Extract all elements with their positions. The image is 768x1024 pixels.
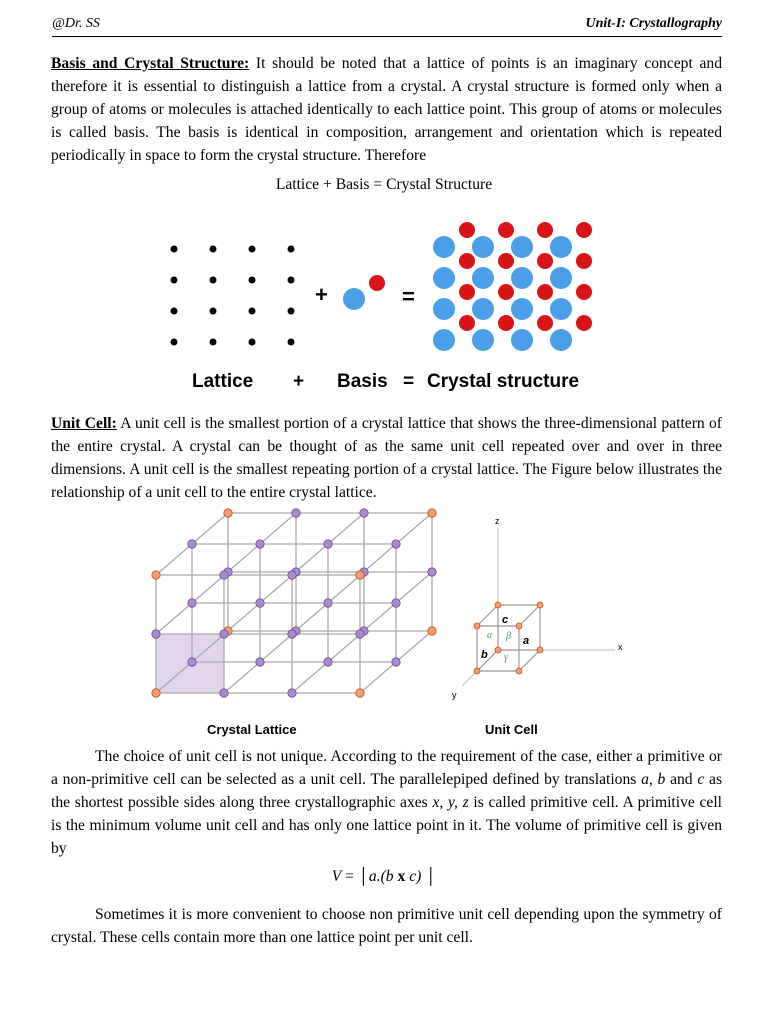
crystal-atom-blue — [511, 267, 533, 289]
and-text: and — [665, 771, 698, 788]
basis-equals-sign: = — [402, 284, 415, 309]
label-lattice: Lattice — [192, 371, 254, 392]
unit-cell-drawing — [452, 516, 623, 700]
crystal-atom-blue — [511, 236, 533, 258]
formula-eq: = — [341, 868, 358, 885]
lattice-point — [210, 277, 217, 284]
basis-plus-sign: + — [315, 282, 328, 307]
axis-y-label: y — [452, 690, 457, 700]
corner-atom — [428, 627, 436, 635]
lattice-point — [210, 308, 217, 315]
caption-crystal-lattice: Crystal Lattice — [207, 722, 297, 737]
lattice-point — [288, 308, 295, 315]
edge-b-label: b — [481, 649, 488, 661]
volume-formula — [0, 868, 768, 886]
lattice-point — [249, 308, 256, 315]
lattice-point — [249, 339, 256, 346]
crystal-atom-red — [459, 253, 475, 269]
crystal-atom-blue — [472, 267, 494, 289]
equation-lattice-basis: Lattice + Basis = Crystal Structure — [275, 176, 493, 193]
lattice-point — [171, 308, 178, 315]
crystal-atom-red — [576, 253, 592, 269]
crystal-atom-blue — [550, 267, 572, 289]
lattice-points — [171, 246, 295, 346]
lattice-point — [171, 277, 178, 284]
crystal-atom-blue — [433, 329, 455, 351]
primitive-text-3: is called primitive cell. A primitive cell is the minimum volume unit cell and has only one lattice point in it. The volume of primitive cell is given by — [51, 794, 722, 857]
crystal-atom-blue — [433, 236, 455, 258]
lattice-point — [210, 339, 217, 346]
formula-bar-left: │ — [357, 868, 369, 885]
primitive-text-2: as the shortest possible sides along three crystallographic axes — [51, 771, 723, 811]
lattice-point — [171, 339, 178, 346]
crystal-atom-blue — [472, 236, 494, 258]
crystal-structure-atoms — [433, 222, 592, 351]
formula-v: V — [331, 868, 342, 885]
non-primitive-paragraph: Sometimes it is more convenient to choose non primitive unit cell depending upon the symmetry of crystal. These cells contain more than one lattice point per unit cell. — [51, 906, 722, 946]
lattice-atom — [392, 540, 400, 548]
lattice-point — [288, 277, 295, 284]
angle-gamma-label: γ — [504, 652, 508, 663]
crystal-atom-red — [537, 222, 553, 238]
lattice-atom — [220, 571, 228, 579]
lattice-atom — [392, 599, 400, 607]
header-unit-title: Unit-I: Crystallography — [585, 16, 722, 31]
lattice-atom — [188, 599, 196, 607]
label-plus: + — [293, 371, 305, 392]
lattice-atom — [360, 509, 368, 517]
basis-atom-red — [369, 275, 385, 291]
crystal-atom-red — [498, 222, 514, 238]
crystal-atom-red — [459, 315, 475, 331]
crystal-atom-red — [576, 222, 592, 238]
formula-body-2: c) — [405, 868, 422, 885]
basis-atom-blue — [343, 288, 365, 310]
axis-z-label: z — [495, 516, 500, 526]
basis-paragraph — [51, 52, 722, 167]
unit-cell-heading: Unit Cell: — [51, 415, 117, 432]
crystal-atom-blue — [433, 267, 455, 289]
lattice-point — [210, 246, 217, 253]
lattice-basis-figure — [150, 205, 620, 405]
lattice-atom — [324, 658, 332, 666]
crystal-atom-red — [498, 253, 514, 269]
lattice-atom — [152, 630, 160, 638]
label-crystal-structure: Crystal structure — [427, 371, 580, 392]
basis-heading: Basis and Crystal Structure: — [51, 55, 250, 72]
corner-atom — [428, 509, 436, 517]
lattice-point — [288, 246, 295, 253]
crystal-atom-red — [537, 315, 553, 331]
crystal-atom-red — [498, 315, 514, 331]
lattice-point — [249, 246, 256, 253]
corner-atom — [356, 689, 364, 697]
edge-c-label: c — [502, 614, 509, 626]
lattice-atom — [256, 599, 264, 607]
crystal-atom-blue — [472, 329, 494, 351]
crystal-atom-red — [537, 253, 553, 269]
primitive-text-1: The choice of unit cell is not unique. According to the requirement of the case, either a primitive or a non-primitive cell can be selected as a unit cell. The parallelepiped defined by translations — [51, 748, 722, 788]
label-basis: Basis — [337, 371, 388, 392]
lattice-point — [249, 277, 256, 284]
crystal-atom-red — [576, 315, 592, 331]
crystal-atom-blue — [472, 298, 494, 320]
lattice-point — [288, 339, 295, 346]
crystal-atom-red — [537, 284, 553, 300]
lattice-atom — [220, 689, 228, 697]
lattice-atom — [188, 540, 196, 548]
comma-1: , — [648, 771, 658, 788]
lattice-atom — [220, 630, 228, 638]
crystal-atom-blue — [550, 236, 572, 258]
lattice-atom — [288, 630, 296, 638]
crystal-atom-blue — [511, 329, 533, 351]
lattice-atom — [324, 599, 332, 607]
formula-bar-right: │ — [421, 868, 437, 885]
angle-beta-label: β — [506, 631, 511, 642]
corner-atom — [356, 571, 364, 579]
lattice-atom — [428, 568, 436, 576]
formula-cross: x — [397, 868, 406, 885]
label-equals: = — [403, 371, 415, 392]
edge-a-label: a — [523, 635, 530, 647]
var-b: b — [657, 771, 666, 788]
lattice-atom — [392, 658, 400, 666]
crystal-atom-red — [498, 284, 514, 300]
axes-xyz: x, y, z — [432, 794, 469, 811]
crystal-atom-blue — [550, 329, 572, 351]
crystal-atom-blue — [433, 298, 455, 320]
crystal-atom-red — [576, 284, 592, 300]
var-a: a — [641, 771, 649, 788]
lattice-atom — [188, 658, 196, 666]
page-header — [52, 14, 722, 37]
caption-unit-cell: Unit Cell — [485, 722, 538, 737]
lattice-atom — [256, 540, 264, 548]
axis-x-label: x — [618, 642, 623, 652]
lattice-atom — [256, 658, 264, 666]
var-c: c — [697, 771, 705, 788]
primitive-cell-paragraph — [51, 745, 722, 860]
unit-cell-text: A unit cell is the smallest portion of a crystal lattice that shows the three-dimensional pattern of the entire crystal. A crystal can be thought of as the same unit cell repeated over and over in three dimensions. A unit cell is the smallest repeating portion of a crystal lattice. The Figure below illustrates the relationship of a unit cell to the entire crystal lattice. — [51, 415, 722, 501]
lattice-atom — [288, 689, 296, 697]
corner-atom — [224, 509, 232, 517]
lattice-atom — [288, 571, 296, 579]
crystal-lattice-unit-cell-figure — [150, 508, 628, 740]
formula-body: a.(b — [368, 868, 398, 885]
lattice-atom — [356, 630, 364, 638]
header-author: @Dr. SS — [52, 16, 100, 31]
crystal-atom-red — [459, 222, 475, 238]
crystal-atom-red — [459, 284, 475, 300]
crystal-atom-blue — [550, 298, 572, 320]
corner-atom — [152, 689, 160, 697]
angle-alpha-label: α — [487, 630, 493, 641]
basis-text: It should be noted that a lattice of points is an imaginary concept and therefore it is essential to distinguish a lattice from a crystal. A crystal structure is formed only when a group of atoms or molecules is attached identically to each lattice point. This group of atoms or molecules is called basis. The basis is identical in composition, arrangement and orientation which is repeated periodically in space to form the crystal structure. Therefore — [51, 55, 722, 164]
unit-cell-paragraph — [51, 412, 722, 504]
lattice-atom — [292, 509, 300, 517]
corner-atom — [152, 571, 160, 579]
lattice-point — [171, 246, 178, 253]
crystal-atom-blue — [511, 298, 533, 320]
crystal-lattice-drawing — [152, 509, 436, 697]
lattice-atom — [324, 540, 332, 548]
